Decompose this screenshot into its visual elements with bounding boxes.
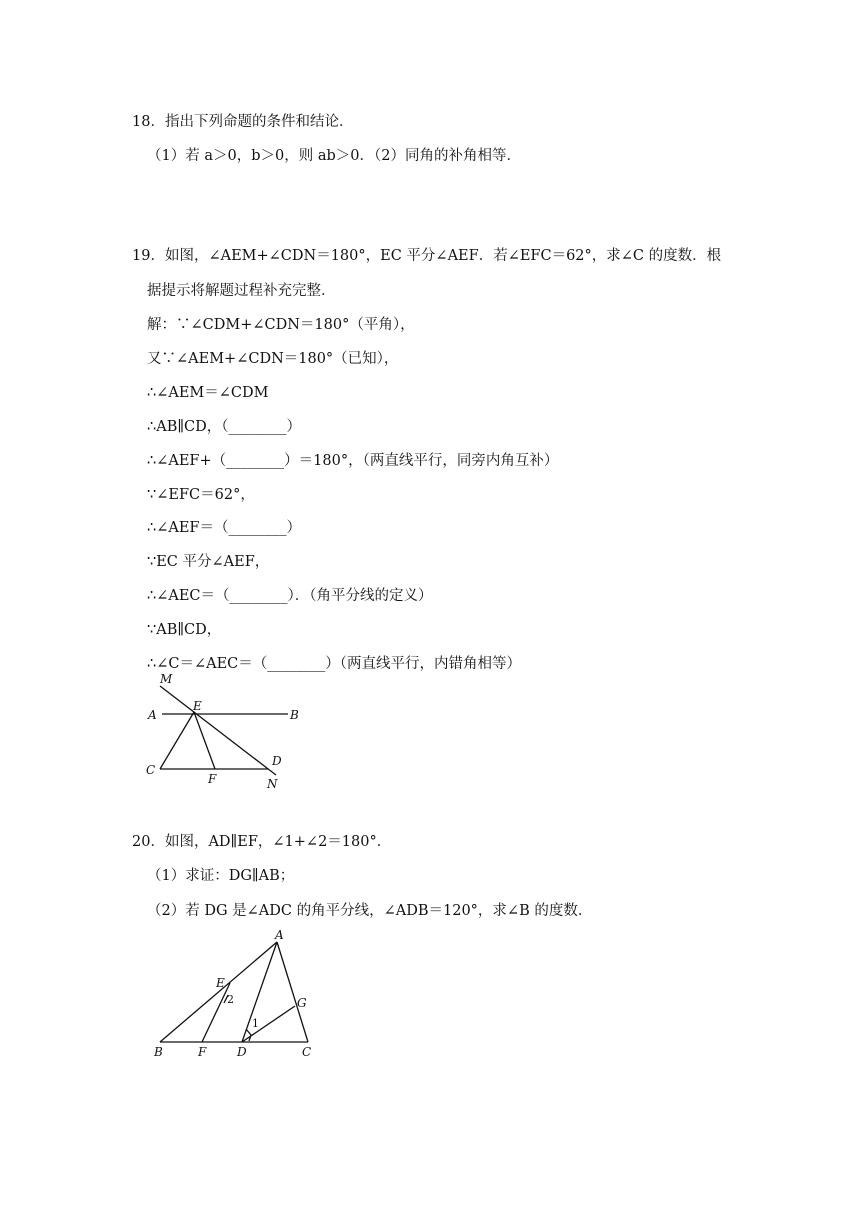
- label-d: D: [272, 754, 282, 768]
- q18-title: 18．指出下列命题的条件和结论．: [132, 114, 354, 130]
- label-b: B: [290, 708, 299, 722]
- q19-stem-line2: 据提示将解题过程补充完整．: [147, 283, 336, 299]
- q20-part1: （1）求证：DG∥AB；: [147, 868, 295, 884]
- line-ec: [160, 712, 194, 769]
- label-angle2: 2: [227, 993, 234, 1006]
- label-b: B: [154, 1045, 163, 1059]
- q19-step: ∴∠AEM＝∠CDM: [147, 385, 269, 401]
- label-e: E: [193, 699, 202, 713]
- label-f: F: [208, 772, 217, 786]
- label-angle1: 1: [252, 1017, 259, 1030]
- label-c: C: [302, 1045, 312, 1059]
- label-f: F: [198, 1045, 207, 1059]
- q20-stem: 20．如图，AD∥EF，∠1+∠2＝180°．: [132, 834, 392, 850]
- q19-step: ∴AB∥CD，（________）: [147, 419, 302, 435]
- q19-step: ∵∠EFC＝62°，: [147, 487, 255, 503]
- line-ac: [277, 942, 308, 1042]
- q19-stem-line1: 19．如图，∠AEM+∠CDN＝180°，EC 平分∠AEF．若∠EFC＝62°，求∠C 的度数．根: [132, 248, 722, 264]
- q19-step: ∴∠AEF＝（________）: [147, 520, 301, 536]
- q19-step: ∴∠AEC＝（________）．（角平分线的定义）: [147, 588, 433, 604]
- q20-part2: （2）若 DG 是∠ADC 的角平分线，∠ADB＝120°，求∠B 的度数．: [147, 903, 593, 919]
- label-m: M: [160, 672, 173, 686]
- label-a: A: [275, 928, 284, 942]
- line-mn: [160, 686, 276, 775]
- label-c: C: [146, 763, 156, 777]
- q19-step: 解：∵∠CDM+∠CDN＝180°（平角），: [147, 317, 415, 333]
- q19-step: ∵AB∥CD，: [147, 622, 222, 638]
- label-g: G: [297, 996, 307, 1010]
- q19-figure: [140, 670, 320, 795]
- line-ef: [202, 983, 230, 1042]
- label-e: E: [216, 976, 225, 990]
- q19-step: 又∵∠AEM+∠CDN＝180°（已知），: [147, 351, 399, 367]
- q20-figure: [145, 925, 325, 1065]
- q19-step: ∵EC 平分∠AEF，: [147, 554, 270, 570]
- q19-step: ∴∠AEF+（________）＝180°，（两直线平行，同旁内角互补）: [147, 453, 559, 469]
- q18-part1: （1）若 a＞0，b＞0，则 ab＞0．（2）同角的补角相等．: [147, 148, 521, 164]
- label-n: N: [267, 777, 278, 791]
- label-a: A: [148, 708, 157, 722]
- q19-step: ∴∠C＝∠AEC＝（________）（两直线平行，内错角相等）: [147, 656, 522, 672]
- label-d: D: [237, 1045, 247, 1059]
